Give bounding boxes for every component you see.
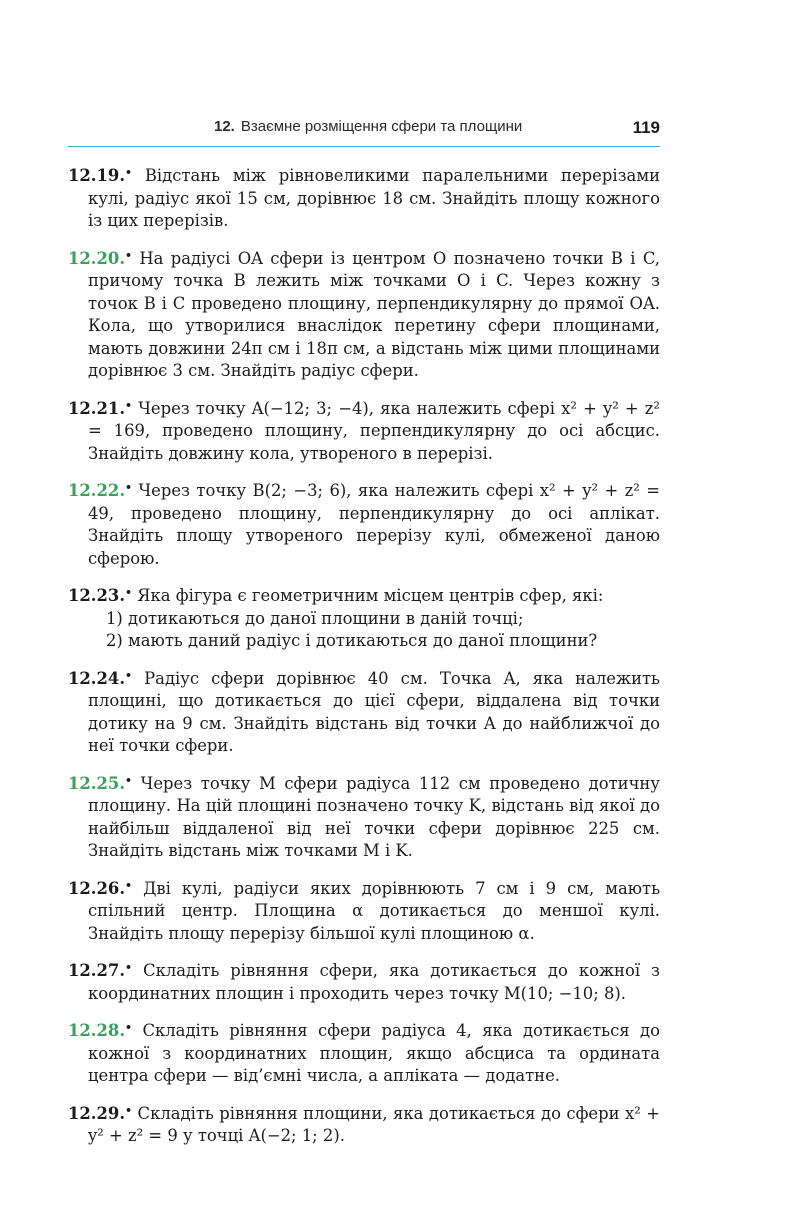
problem-12-26 [68,875,660,946]
problem-text: Відстань між рівновеликими паралельними перерізами кулі, радіус якої 15 см, дорівнює 18 см. Знайдіть площу кожного із цих перерізів. [88,166,660,230]
difficulty-dot-icon: • [125,398,133,412]
problem-12-21 [68,395,660,466]
problem-12-23 [68,582,660,653]
problem-12-24 [68,665,660,758]
problem-12-22 [68,477,660,570]
problem-12-29 [68,1100,660,1148]
difficulty-dot-icon: • [125,773,133,787]
problem-text: Через точку M сфери радіуса 112 см проведено дотичну площину. На цій площині позначено точку K, відстань від якої до найбільш віддаленої від неї точки сфери дорівнює 225 см. Знайдіть відстань між точками M і K. [88,773,660,860]
sub-item-2: 2) мають даний радіус і дотикаються до даної площини? [106,631,598,650]
problem-number: 12.19. [68,166,126,185]
problem-number: 12.24. [68,668,126,688]
running-header [68,116,660,147]
difficulty-dot-icon: • [125,166,133,179]
problem-text: Складіть рівняння сфери радіуса 4, яка дотикається до кожної з координатних площин, якщо абсциса та ордината центра сфери — від’ємні числа, а апліката — додатне. [88,1021,660,1085]
problem-number: 12.22. [68,481,126,500]
chapter-title: Взаємне розміщення сфери та площини [240,118,523,135]
chapter-heading [214,118,522,135]
problem-12-25 [68,770,660,863]
problem-text: Складіть рівняння сфери, яка дотикається до кожної з координатних площин і проходить через точку M(10; −10; 8). [88,961,660,1003]
difficulty-dot-icon: • [125,1103,133,1117]
problem-number: 12.26. [68,878,126,898]
problem-number: 12.27. [68,961,126,980]
difficulty-dot-icon: • [125,668,133,682]
difficulty-dot-icon: • [125,961,133,974]
difficulty-dot-icon: • [125,481,133,494]
problem-text: Радіус сфери дорівнює 40 см. Точка A, яка належить площині, що дотикається до цієї сфери, віддалена від точки дотику на 9 см. Знайдіть відстань від точки A до найближчої до неї точки сфери. [88,668,660,755]
sub-item-1: 1) дотикаються до даної площини в даній точці; [106,608,524,628]
difficulty-dot-icon: • [125,1021,133,1034]
problem-text: На радіусі OA сфери із центром O позначено точки B і C, причому точка B лежить між точками O і C. Через кожну з точок B і C проведено площину, перпендикулярну до прямої OA. Кола, що утворилися внаслідок перетину сфери площинами, мають довжини 24π см і 18π см, а відстань між цими площинами дорівнює 3 см. Знайдіть радіус сфери. [88,248,660,380]
problem-12-27 [68,957,660,1005]
problem-number: 12.28. [68,1021,126,1040]
problem-text: Через точку B(2; −3; 6), яка належить сфері x² + y² + z² = 49, проведено площину, перпендикулярну до осі аплікат. Знайдіть площу утвореного перерізу кулі, обмеженої даною сферою. [88,481,660,568]
problem-text: Яка фігура є геометричним місцем центрів сфер, які: [137,586,604,605]
problem-text: Дві кулі, радіуси яких дорівнюють 7 см і 9 см, мають спільний центр. Площина α дотикається до меншої кулі. Знайдіть площу перерізу більшої кулі площиною α. [88,878,660,943]
problem-text: Складіть рівняння площини, яка дотикається до сфери x² + y² + z² = 9 у точці A(−2; 1; 2). [88,1103,660,1145]
problem-number: 12.25. [68,773,126,793]
problem-12-28 [68,1017,660,1088]
difficulty-dot-icon: • [125,878,133,892]
problem-number: 12.21. [68,398,126,418]
chapter-number: 12. [214,118,235,135]
difficulty-dot-icon: • [125,248,133,262]
problem-12-19 [68,162,660,233]
difficulty-dot-icon: • [125,586,133,599]
page-number: 119 [632,118,660,137]
problem-number: 12.23. [68,586,126,605]
problem-number: 12.29. [68,1103,126,1123]
problem-list [68,162,660,1160]
problem-text: Через точку A(−12; 3; −4), яка належить сфері x² + y² + z² = 169, проведено площину, перпендикулярну до осі абсцис. Знайдіть довжину кола, утвореного в перерізі. [88,398,660,463]
problem-12-20 [68,245,660,383]
problem-number: 12.20. [68,248,126,268]
